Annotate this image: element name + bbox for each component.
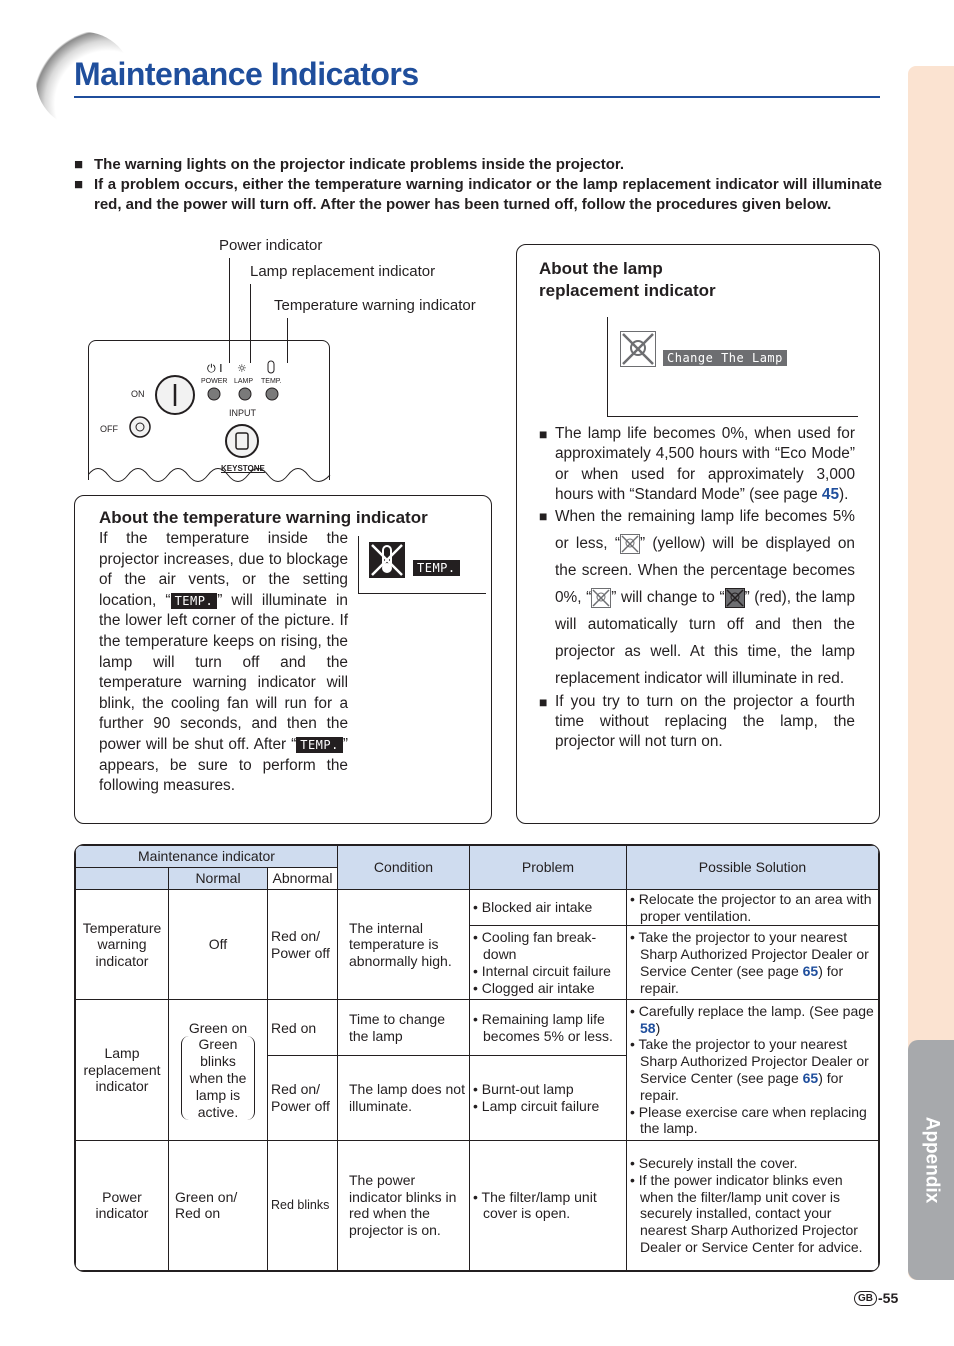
square-bullet-icon: ■	[539, 693, 548, 710]
lamp-bullet: ■ When the remaining lamp life becomes 5% or less, “ ” (yellow) will be displayed on the screen. When the percentage becomes 0%, “ ” will change to “ ” (red), the lamp will automatically turn off and then the projector as well. At this time, the lamp replacement indicator will illuminate in red.	[539, 503, 855, 692]
svg-text:☼: ☼	[237, 362, 247, 375]
intro-bullets	[74, 155, 882, 215]
page-link-58[interactable]: 58	[640, 1019, 656, 1036]
panel-on-label: ON	[131, 389, 145, 399]
page-number: GB -55	[854, 1290, 898, 1306]
panel-temp-label: TEMP.	[261, 378, 282, 385]
panel-input-label: INPUT	[229, 408, 256, 418]
header-abnormal: Abnormal	[268, 868, 338, 890]
header-condition: Condition	[338, 846, 470, 890]
lamp-bullet: ■ If you try to turn on the projector a fourth time without replacing the lamp, the projector will not turn on.	[539, 692, 855, 753]
temp-osd-inline: TEMP.	[296, 737, 343, 753]
temp-osd-inline: TEMP.	[171, 593, 218, 609]
table-row: Power indicator Green on/ Red on Red blinks The power indicator blinks in red when the projector is on. • The filter/lamp unit cover is open. • Securely install the cover. • If the power indicator blinks even when the filter/lamp unit cover is securely installed, contact your nearest Sharp Authorized Projector Dealer or Service Center for advice.	[76, 1140, 879, 1270]
panel-controls	[95, 355, 325, 475]
appendix-tab-label-wrap	[908, 1040, 954, 1280]
table-row: Lamp replacement indicator Green on Green blinks when the lamp is active. Red on Time to change the lamp • Remaining lamp life becomes 5% or less. • Carefully replace the lamp. (See page 58) • Take the projector to your nearest Sharp Authorized Projector Dealer or Service Center (see page 65) for repair. • Please exercise care when replacing the lamp.	[76, 1000, 879, 1056]
lamp-yellow-icon	[620, 534, 640, 554]
page-link-45[interactable]: 45	[821, 486, 840, 504]
lamp-warning-icon	[620, 331, 656, 367]
square-bullet-icon: ■	[74, 176, 84, 193]
maintenance-table	[74, 844, 880, 1272]
page-link-65[interactable]: 65	[802, 962, 819, 979]
lamp-osd-preview	[607, 317, 858, 417]
temp-indicator-label: Temperature warning indicator	[274, 297, 476, 314]
lamp-yellow-icon	[591, 588, 611, 608]
appendix-tab-label: Appendix	[921, 1116, 942, 1204]
header-problem: Problem	[470, 846, 627, 890]
temp-warning-icon	[369, 542, 405, 578]
lamp-box-text	[539, 424, 855, 753]
temp-osd-preview	[358, 536, 486, 594]
lamp-red-icon	[725, 588, 745, 608]
square-bullet-icon: ■	[74, 156, 84, 173]
lamp-box-heading: About the lamp replacement indicator	[539, 259, 716, 300]
title-rule	[74, 96, 880, 98]
temp-box-heading: About the temperature warning indicator	[99, 508, 428, 527]
header-solution: Possible Solution	[627, 846, 879, 890]
table-row: Red on/ Power off The lamp does not illuminate. • Burnt-out lamp • Lamp circuit failure	[76, 1056, 879, 1140]
gb-badge: GB	[854, 1291, 877, 1306]
power-indicator-label: Power indicator	[219, 237, 323, 254]
page-title: Maintenance Indicators	[74, 56, 419, 92]
page-link-65[interactable]: 65	[802, 1070, 819, 1086]
table-row: • Cooling fan break-down • Internal circuit failure • Clogged air intake • Take the projector to your nearest Sharp Authorized Projector Dealer or Service Center (see page 65) for repair.	[76, 926, 879, 1000]
temp-osd-label: TEMP.	[413, 560, 460, 576]
lamp-bullet: ■ The lamp life becomes 0%, when used for approximately 4,500 hours with “Eco Mode” or when used for approximately 3,000 hours with “Standard Mode” (see page 45).	[539, 424, 855, 506]
panel-off-label: OFF	[100, 424, 118, 434]
square-bullet-icon: ■	[539, 426, 548, 442]
intro-bullet: ■ If a problem occurs, either the temperature warning indicator or the lamp replacement indicator will illuminate red, and the power will turn off. After the power has been turned off, follow the procedures given below.	[74, 176, 882, 213]
temp-box-text: If the temperature inside the projector increases, due to blockage of the air vents, or the setting location, “ TEMP. ” will illuminate in the lower left corner of the picture. If the temperature keeps on rising, the lamp will turn off and the temperature warning indicator will blink, the cooling fan will run for a further 90 seconds, and then the power will be shut off. After “ TEMP. ” appears, be sure to perform the following measures.	[99, 530, 348, 795]
svg-text:⏻ I: ⏻ I	[207, 362, 223, 375]
panel-keystone-label: KEYSTONE	[221, 464, 265, 473]
panel-power-label: POWER	[201, 378, 228, 385]
intro-bullet: ■ The warning lights on the projector indicate problems inside the projector.	[74, 156, 625, 173]
square-bullet-icon: ■	[539, 507, 548, 524]
header-maintenance-indicator: Maintenance indicator	[76, 846, 338, 868]
lamp-indicator-label: Lamp replacement indicator	[250, 263, 436, 280]
panel-lamp-label: LAMP	[234, 378, 254, 385]
header-normal: Normal	[169, 868, 268, 890]
lamp-osd-label: Change The Lamp	[663, 350, 787, 366]
table-row: Temperature warning indicator Off Red on/ Power off The internal temperature is abnormally high. • Blocked air intake • Relocate the projector to an area with proper ventilation.	[76, 890, 879, 926]
